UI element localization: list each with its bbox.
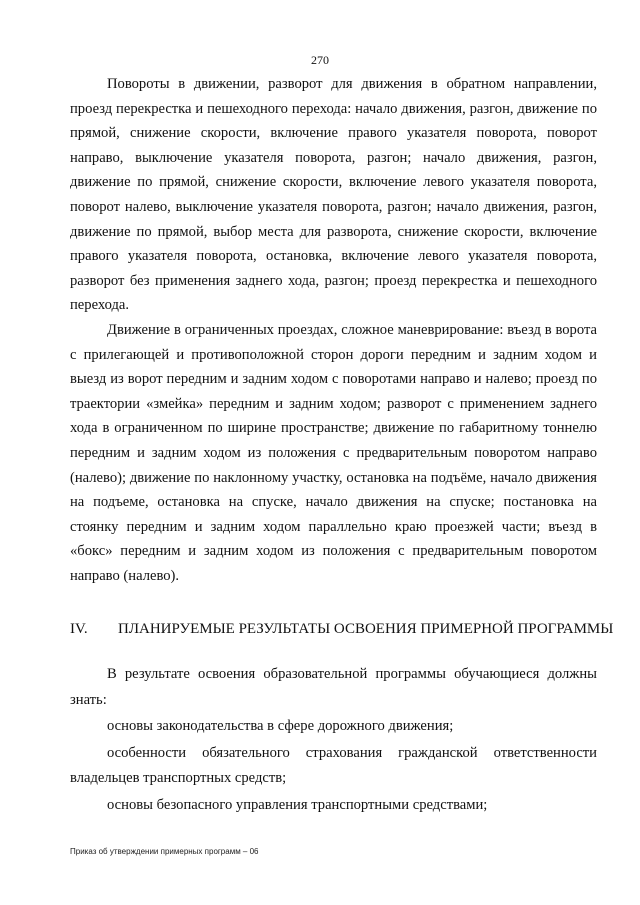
page-number: 270	[311, 53, 329, 67]
paragraph-turns: Повороты в движении, разворот для движения в обратном направлении, проезд перекрестка и пешеходного перехода: начало движения, разгон, движение по прямой, снижение скорости, включение правого указателя поворота, поворот направо, выключение указателя поворота, разгон; начало движения, разгон, движение по прямой, снижение скорости, включение левого указателя поворота, поворот налево, выключение указателя поворота, разгон; начало движения, разгон, движение по прямой, выбор места для разворота, снижение скорости, включение правого указателя поворота, остановка, включение левого указателя поворота, разворот без применения заднего хода, разгон; проезд перекрестка и пешеходного перехода.	[70, 76, 597, 314]
section-heading	[70, 618, 614, 640]
results-item: особенности обязательного страхования гражданской ответственности владельцев транспортных средств;	[70, 744, 597, 786]
main-text	[70, 72, 597, 588]
section-title: ПЛАНИРУЕМЫЕ РЕЗУЛЬТАТЫ ОСВОЕНИЯ ПРИМЕРНОЙ ПРОГРАММЫ	[118, 621, 614, 637]
section-number: IV.	[70, 621, 88, 637]
results-item: основы безопасного управления транспортными средствами;	[107, 796, 488, 813]
footer-note: Приказ об утверждении примерных программ – 06	[70, 847, 259, 856]
results-item: основы законодательства в сфере дорожного движения;	[107, 718, 454, 734]
results-list	[70, 662, 597, 819]
paragraph-maneuvering: Движение в ограниченных проездах, сложное маневрирование: въезд в ворота с прилегающей и противоположной сторон дороги передним и задним ходом и выезд из ворот передним и задним ходом с поворотами направо и налево; проезд по траектории «змейка» передним и задним ходом; разворот с применением заднего хода в ограниченном по ширине пространстве; движение по габаритному тоннелю передним и задним ходом из положения с предварительным поворотом направо (налево); движение по наклонному участку, остановка на подъёме, начало движения на подъеме, остановка на спуске, начало движения на спуске; постановка на стоянку передним и задним ходом параллельно краю проезжей части; въезд в «бокс» передним и задним ходом из положения с предварительным поворотом направо (налево).	[70, 321, 597, 584]
results-intro: В результате освоения образовательной программы обучающиеся должны знать:	[70, 666, 597, 708]
